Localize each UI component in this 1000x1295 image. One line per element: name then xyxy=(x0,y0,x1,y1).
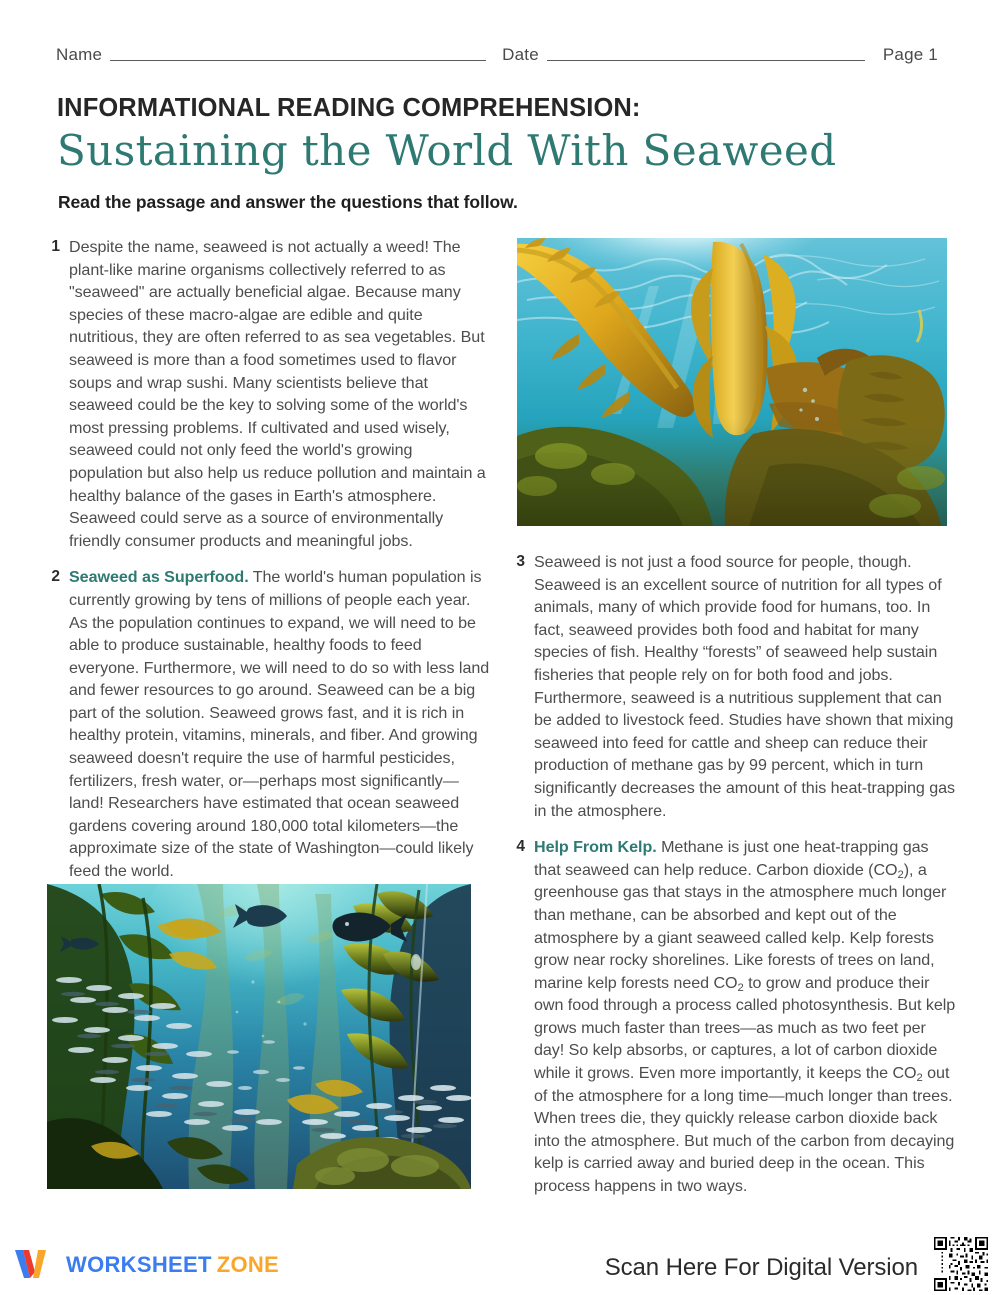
co2-subscript-3: 2 xyxy=(916,1072,923,1085)
paragraph-body-text-4: out of the atmosphere for a long time—much longer than trees. When trees die, they quickly release carbon dioxide back into the atmosphere. But much of the carbon from decaying kelp is carried away and buried deep in the ocean. This process happens in two ways. xyxy=(534,1064,955,1196)
worksheet-kicker: INFORMATIONAL READING COMPREHENSION: xyxy=(57,94,641,122)
paragraph-1 xyxy=(40,236,490,552)
page-footer xyxy=(0,1232,1000,1294)
paragraph-text xyxy=(525,836,957,1198)
page-number: Page 1 xyxy=(882,45,938,64)
page-title: Sustaining the World With Seaweed xyxy=(57,126,837,175)
paragraph-text xyxy=(60,566,490,882)
right-column xyxy=(505,551,957,1212)
paragraph-body-text-3: to grow and produce their own food through a process called photosynthesis. But kelp grows much faster than trees—as much as two feet per day! So kelp absorbs, or captures, a lot of carbon dioxide while it grows. Even more importantly, it keeps the CO xyxy=(534,973,956,1083)
paragraph-number: 1 xyxy=(51,238,60,255)
left-column xyxy=(40,236,490,897)
date-label: Date xyxy=(502,45,539,64)
logo-word-zone: ZONE xyxy=(216,1252,280,1277)
logo-text xyxy=(66,1252,279,1278)
date-input-line[interactable] xyxy=(547,60,865,61)
co2-subscript-1: 2 xyxy=(897,868,904,881)
paragraph-text: Seaweed is not just a food source for people, though. Seaweed is an excellent source of nutrition for all types of animals, many of which provide food for humans, too. In fact, seaweed provides both food and habitat for many species of fish. Healthy “forests” of seaweed help sustain fisheries that people rely on for both food and jobs. Furthermore, seaweed is a nutritious supplement that can be added to livestock feed. Studies have shown that mixing seaweed into feed for cattle and sheep can reduce their production of methane gas by 99 percent, which in turn significantly decreases the amount of this heat-trapping gas in the atmosphere. xyxy=(534,553,956,820)
logo-w-icon xyxy=(14,1248,56,1282)
paragraph-4 xyxy=(505,836,957,1198)
worksheet-zone-logo[interactable] xyxy=(14,1246,279,1284)
logo-word-worksheet: WORKSHEET xyxy=(66,1252,212,1277)
kelp-blades-illustration xyxy=(517,238,947,526)
qr-code-image xyxy=(928,1233,994,1295)
paragraph-body-text-1: Methane is just one heat-trapping gas that seaweed can help reduce. Carbon dioxide (CO xyxy=(534,838,929,879)
kelp-forest-illustration xyxy=(47,884,471,1189)
qr-code[interactable] xyxy=(928,1233,994,1295)
paragraph-2 xyxy=(40,566,490,882)
paragraph-text: Despite the name, seaweed is not actually a weed! The plant-like marine organisms collectively referred to as "seaweed" are actually beneficial algae. Because many species of these macro-algae are edible and quite nutritious, they are often referred to as sea vegetables. But seaweed is more than a food sometimes used to flavor soups and wrap sushi. Many scientists believe that seaweed could be the key to solving some of the world's most pressing problems. If cultivated and used wisely, seaweed could not only feed the world's growing population but also help us reduce pollution and maintain a healthy balance of the gases in Earth's atmosphere. Seaweed could serve as a source of environmentally friendly consumer products and meaningful jobs. xyxy=(69,238,486,550)
paragraph-3 xyxy=(505,551,957,822)
name-label: Name xyxy=(56,45,103,64)
paragraph-lead: Seaweed as Superfood. xyxy=(69,568,249,587)
student-info-row xyxy=(56,40,944,66)
scan-instruction-text: Scan Here For Digital Version xyxy=(604,1254,918,1281)
co2-subscript-2: 2 xyxy=(737,981,744,994)
paragraph-number: 4 xyxy=(516,838,525,856)
name-input-line[interactable] xyxy=(110,60,486,61)
kelp-forest-fish-photo xyxy=(47,884,471,1189)
instructions-text: Read the passage and answer the questions that follow. xyxy=(58,192,518,212)
paragraph-body-text-2: ), a greenhouse gas that stays in the atmosphere much longer than methane, can be absorbed and kept out of the atmosphere by a giant seaweed called kelp. Kelp forests grow near rocky shorelines. Like forests of trees on land, marine kelp forests need CO xyxy=(534,860,947,992)
paragraph-number: 2 xyxy=(51,568,60,586)
logo-w-mark xyxy=(14,1248,56,1282)
paragraph-body-text: The world's human population is currently growing by tens of millions of people each year. As the population continues to expand, we will need to be able to produce sustainable, healthy foods to feed everyone. Furthermore, we will need to do so with less land and fewer resources to go around. Seaweed can be a big part of the solution. Seaweed grows fast, and it is rich in healthy protein, vitamins, minerals, and fiber. And growing seaweed doesn't require the use of harmful pesticides, fertilizers, fresh water, or—perhaps most significantly—land! Researchers have estimated that ocean seaweed gardens covering around 180,000 total kilometers—the approximate size of the state of Washington—could likely feed the world. xyxy=(69,568,490,881)
giant-kelp-blades-photo xyxy=(517,238,947,526)
paragraph-number: 3 xyxy=(516,553,525,570)
paragraph-lead: Help From Kelp. xyxy=(534,838,657,857)
